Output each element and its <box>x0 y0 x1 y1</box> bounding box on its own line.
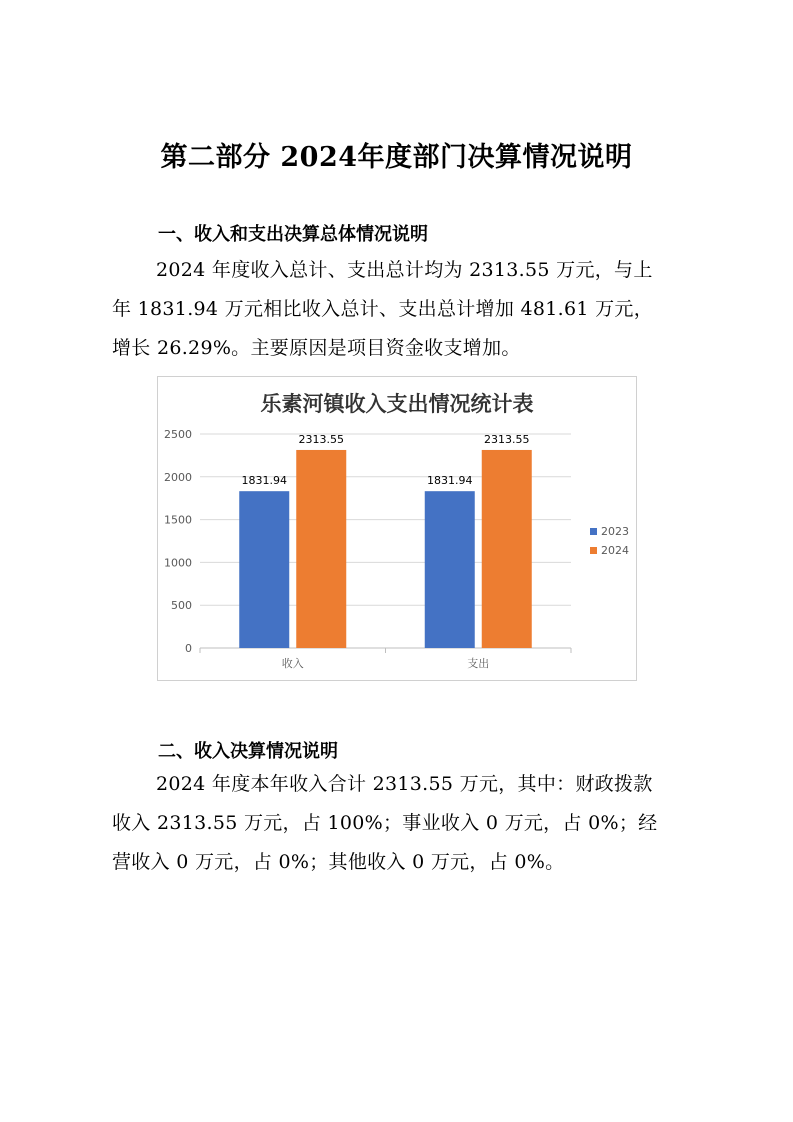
chart-y-axis <box>164 428 192 655</box>
section1-line-1: 2024 年度收入总计、支出总计均为 2313.55 万元，与上 <box>156 259 653 281</box>
bar-data-label: 1831.94 <box>241 474 287 488</box>
income-expense-chart <box>157 376 637 681</box>
section2-paragraph <box>112 765 684 882</box>
chart-bars <box>239 433 532 648</box>
chart-title: 乐素河镇收入支出情况统计表 <box>260 392 534 416</box>
y-tick-label: 500 <box>171 599 192 613</box>
x-tick-label: 支出 <box>467 657 490 670</box>
y-tick-label: 2500 <box>164 428 192 441</box>
bar-2024-0 <box>296 450 346 648</box>
section2-line-1: 2024 年度本年收入合计 2313.55 万元，其中：财政拨款 <box>156 773 653 795</box>
y-tick-label: 1000 <box>164 556 192 570</box>
chart-canvas <box>158 377 636 680</box>
bar-data-label: 1831.94 <box>427 474 473 488</box>
y-tick-label: 1500 <box>164 513 192 527</box>
section1-paragraph <box>112 251 684 368</box>
section2-heading: 二、收入决算情况说明 <box>158 741 338 762</box>
legend-swatch <box>590 528 597 535</box>
x-tick-label: 收入 <box>281 657 304 670</box>
section1-line-2: 年 1831.94 万元相比收入总计、支出总计增加 481.61 万元， <box>112 298 654 320</box>
legend-swatch <box>590 547 597 554</box>
section2-line-3: 营收入 0 万元，占 0%；其他收入 0 万元，占 0%。 <box>112 851 565 873</box>
y-tick-label: 2000 <box>164 470 192 484</box>
legend-label: 2024 <box>601 544 629 557</box>
page-title: 第二部分 2024年度部门决算情况说明 <box>160 142 633 173</box>
y-tick-label: 0 <box>185 642 192 655</box>
bar-2024-1 <box>482 450 532 648</box>
bar-data-label: 2313.55 <box>484 432 530 446</box>
legend-label: 2023 <box>601 525 629 538</box>
bar-data-label: 2313.55 <box>298 432 344 446</box>
chart-legend <box>590 525 629 557</box>
section2-line-2: 收入 2313.55 万元，占 100%；事业收入 0 万元，占 0%；经 <box>112 812 658 834</box>
chart-x-axis <box>200 648 571 670</box>
bar-2023-1 <box>425 491 475 648</box>
section1-line-3: 增长 26.29%。主要原因是项目资金收支增加。 <box>112 337 521 359</box>
bar-2023-0 <box>239 491 289 648</box>
section1-heading: 一、收入和支出决算总体情况说明 <box>158 224 428 245</box>
